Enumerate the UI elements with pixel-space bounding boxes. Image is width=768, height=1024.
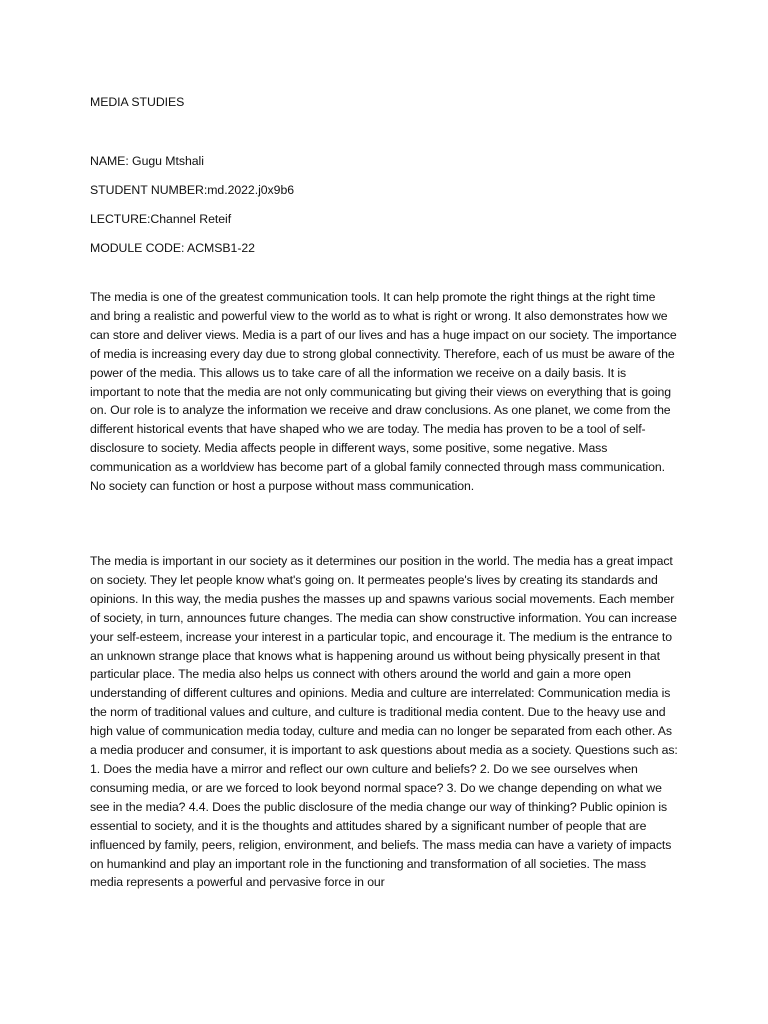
document-title: MEDIA STUDIES xyxy=(90,95,185,109)
document-page xyxy=(90,0,690,1024)
module-code-line: MODULE CODE: ACMSB1-22 xyxy=(90,241,255,255)
body-paragraph-1: The media is one of the greatest communication tools. It can help promote the right things at the right time and bring a realistic and powerful view to the world as to what is right or wrong. It also demonstrates how we can store and deliver views. Media is a part of our lives and has a huge impact on our society. The importance of media is increasing every day due to strong global connectivity. Therefore, each of us must be aware of the power of the media. This allows us to take care of all the information we receive on a daily basis. It is important to note that the media are not only communicating but giving their views on everything that is going on. Our role is to analyze the information we receive and draw conclusions. As one planet, we come from the different historical events that have shaped who we are today. The media has proven to be a tool of self-disclosure to society. Media affects people in different ways, some positive, some negative. Mass communication as a worldview has become part of a global family connected through mass communication. No society can function or host a purpose without mass communication. xyxy=(90,290,677,494)
student-number-line: STUDENT NUMBER:md.2022.j0x9b6 xyxy=(90,183,295,197)
body-paragraph-2: The media is important in our society as it determines our position in the world. The media has a great impact on society. They let people know what's going on. It permeates people's lives by creating its standards and opinions. In this way, the media pushes the masses up and spawns various social movements. Each member of society, in turn, announces future changes. The media can show constructive information. You can increase your self-esteem, increase your interest in a particular topic, and encourage it. The medium is the entrance to an unknown strange place that knows what is happening around us without being physically present in that particular place. The media also helps us connect with others around the world and gain a more open understanding of different cultures and opinions. Media and culture are interrelated: Communication media is the norm of traditional values and culture, and culture is traditional media content. Due to the heavy use and high value of communication media today, culture and media can no longer be separated from each other. As a media producer and consumer, it is important to ask questions about media as a society. Questions such as: 1. Does the media have a mirror and reflect our own culture and beliefs? 2. Do we see ourselves when consuming media, or are we forced to look beyond normal space? 3. Do we change depending on what we see in the media? 4.4. Does the public disclosure of the media change our way of thinking? Public opinion is essential to society, and it is the thoughts and attitudes shared by a significant number of people that are influenced by family, peers, religion, environment, and beliefs. The mass media can have a variety of impacts on humankind and play an important role in the functioning and transformation of all societies. The mass media represents a powerful and pervasive force in our xyxy=(90,554,678,890)
lecturer-line: LECTURE:Channel Reteif xyxy=(90,212,232,226)
student-name-line: NAME: Gugu Mtshali xyxy=(90,154,204,168)
